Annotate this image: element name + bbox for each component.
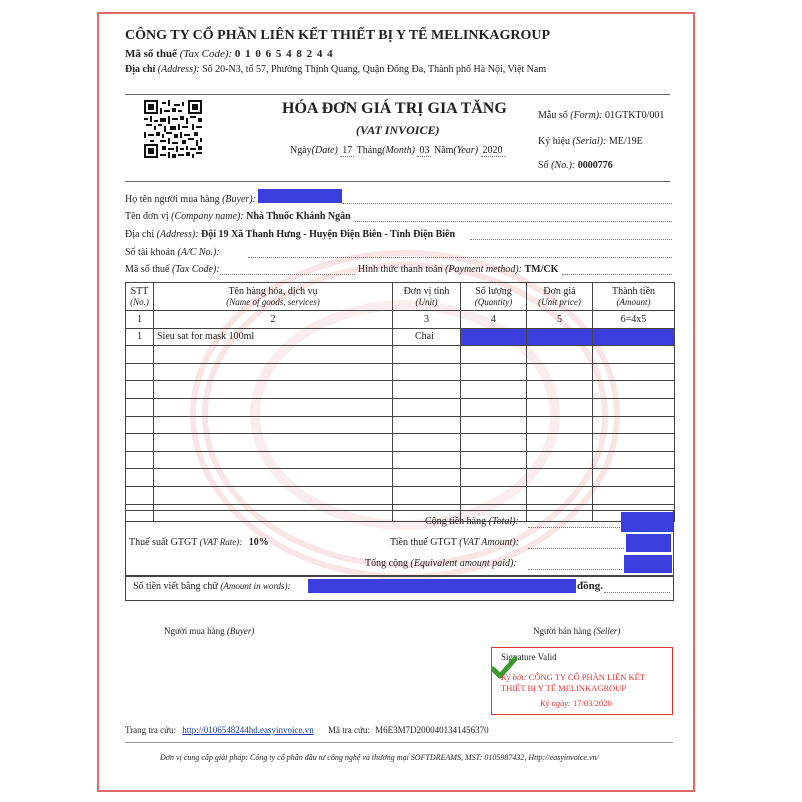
divider [125, 181, 670, 182]
redacted-amount-in-words [308, 579, 576, 593]
company-tax-line: Mã số thuế (Tax Code): 0 1 0 6 5 4 8 2 4 4 [125, 48, 334, 60]
divider [125, 94, 670, 95]
payment-method-line: Hình thức thanh toán (Payment method): TM/CK [358, 264, 559, 275]
digital-signature-box [491, 647, 673, 715]
signed-by: Ký bởi: CÔNG TY CỔ PHẦN LIÊN KẾT THIẾT BỊ Y TẾ MELINKAGROUP [501, 672, 645, 693]
invoice-title: HÓA ĐƠN GIÁ TRỊ GIA TĂNG [282, 100, 507, 117]
invoice-subtitle: (VAT INVOICE) [356, 123, 440, 137]
table-row-empty [126, 486, 675, 504]
fill-line [220, 274, 355, 275]
index-cell: 4 [461, 311, 527, 329]
vat-rate-line: Thuế suất GTGT (VAT Rate): 10% [129, 537, 269, 548]
table-row-empty [126, 346, 675, 364]
lookup-link[interactable]: http://0106548244hd.easyinvoice.vn [182, 725, 314, 735]
lookup-line: Trang tra cứu: http://0106548244hd.easyinvoice.vn Mã tra cứu: M6E3M7D2000401341456370 [125, 725, 489, 735]
invoice-date: Ngày(Date) 17 Tháng(Month) 03 Năm(Year) 2020 [290, 145, 503, 156]
redacted-grand-total [624, 555, 672, 573]
index-cell: 6=4x5 [593, 311, 675, 329]
items-table [125, 282, 675, 522]
form-number: Mẫu số (Form): 01GTKT0/001 [538, 110, 665, 121]
company-address-line: Địa chỉ (Address): Số 20-N3, tổ 57, Phường Thịnh Quang, Quận Đống Đa, Thành phố Hà Nội, Việt Nam [125, 64, 547, 75]
redacted-vat-amount [626, 534, 671, 552]
qr-code-icon [144, 100, 202, 158]
divider [125, 742, 673, 743]
fill-line [528, 527, 620, 528]
amount-in-words-label: Số tiền viết bằng chữ (Amount in words): [133, 581, 291, 592]
amount-in-words-suffix: đồng. [577, 580, 603, 592]
table-header-row [126, 283, 675, 311]
company-name: CÔNG TY CỔ PHẦN LIÊN KẾT THIẾT BỊ Y TẾ MELINKAGROUP [125, 28, 551, 43]
buyer-signature-label: Người mua hàng (Buyer) [164, 626, 255, 636]
fill-line [248, 257, 672, 258]
index-cell: 2 [154, 311, 393, 329]
redacted-quantity [461, 328, 527, 346]
invoice-number: Số (No.): 0000776 [538, 160, 613, 171]
redacted-subtotal [621, 512, 673, 532]
table-index-row [126, 311, 675, 329]
redacted-buyer-name [258, 189, 342, 203]
table-row-empty [126, 363, 675, 381]
header-amount: Thành tiền (Amount) [593, 283, 675, 311]
fill-line [528, 548, 624, 549]
buyer-account-line: Số tài khoản (A/C No.): [125, 247, 220, 258]
index-cell: 5 [527, 311, 593, 329]
buyer-name-label: Họ tên người mua hàng (Buyer): [125, 194, 256, 205]
row-unit: Chai [393, 328, 461, 346]
redacted-amount [593, 328, 675, 346]
buyer-company-line: Tên đơn vị (Company name): Nhà Thuốc Khánh Ngân [125, 211, 351, 222]
fill-line [355, 221, 672, 222]
header-name: Tên hàng hóa, dịch vụ (Name of goods, services) [154, 283, 393, 311]
fill-line [604, 592, 670, 593]
buyer-tax-line: Mã số thuế (Tax Code): [125, 264, 220, 275]
fill-line [562, 274, 672, 275]
header-quantity: Số lượng (Quantity) [461, 283, 527, 311]
row-stt: 1 [126, 328, 154, 346]
serial-number: Ký hiệu (Serial): ME/19E [538, 136, 643, 147]
seller-signature-label: Người bán hàng (Seller) [533, 626, 621, 636]
table-row-empty [126, 416, 675, 434]
fill-line [342, 203, 672, 204]
grand-total-label: Tổng cộng (Equivalent amount paid): [365, 558, 517, 569]
subtotal-label: Cộng tiền hàng (Total): [425, 516, 519, 527]
vat-amount-label: Tiền thuế GTGT (VAT Amount): [390, 537, 520, 548]
index-cell: 1 [126, 311, 154, 329]
fill-line [528, 569, 622, 570]
table-row-empty [126, 381, 675, 399]
table-row [126, 328, 675, 346]
row-name: Sieu sat for mask 100ml [154, 328, 393, 346]
provider-line: Đơn vị cung cấp giải pháp: Công ty cổ phần đầu tư công nghệ và thương mại SOFTDREAMS, MST: 0105987432, Http://easyinvoice.vn/ [160, 753, 599, 762]
header-unit: Đơn vị tính (Unit) [393, 283, 461, 311]
table-row-empty [126, 434, 675, 452]
buyer-address-line: Địa chỉ (Address): Đội 19 Xã Thanh Hưng - Huyện Điện Biên - Tỉnh Điện Biên [125, 229, 456, 240]
fill-line [470, 239, 672, 240]
table-row-empty [126, 451, 675, 469]
table-row-empty [126, 469, 675, 487]
index-cell: 3 [393, 311, 461, 329]
header-stt: STT (No.) [126, 283, 154, 311]
signature-valid-title: Signature Valid [501, 652, 557, 662]
signed-date: Ký ngày: 17/03/2020 [540, 698, 612, 708]
redacted-price [527, 328, 593, 346]
header-unit-price: Đơn giá (Unit price) [527, 283, 593, 311]
table-row-empty [126, 398, 675, 416]
